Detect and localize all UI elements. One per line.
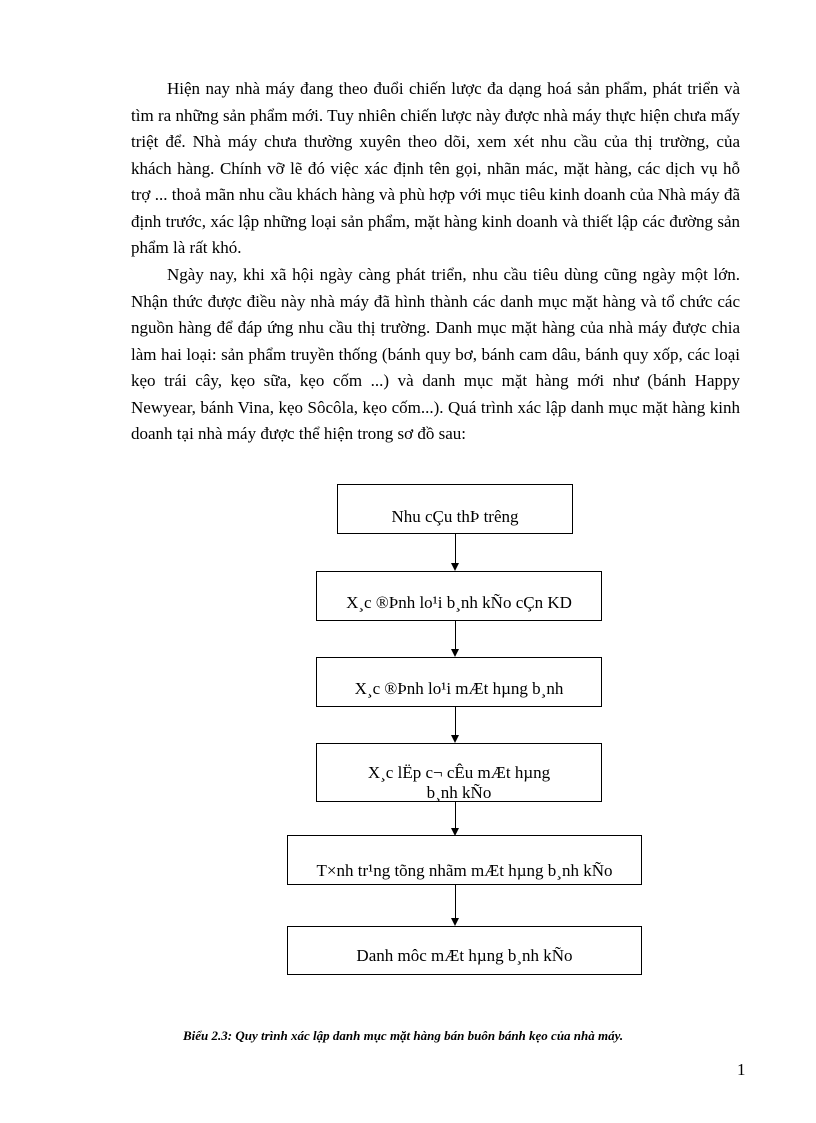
flow-connector: [455, 707, 456, 736]
flow-step-label: X¸c ®Þnh lo¹i mÆt hµng b¸nh: [354, 679, 564, 698]
arrow-down-icon: [451, 563, 459, 571]
body-paragraph: Ngày nay, khi xã hội ngày càng phát triển, nhu cầu tiêu dùng cũng ngày một lớn. Nhận thức được điều này nhà máy đã hình thành các danh mục mặt hàng và tổ chức các nguồn hàng để đáp ứng nhu cầu thị trường. Danh mục mặt hàng của nhà máy được chia làm hai loại: sản phẩm truyền thống (bánh quy bơ, bánh cam dâu, bánh quy xốp, các loại kẹo trái cây, kẹo sữa, kẹo cốm ...) và danh mục mặt hàng mới như (bánh Happy Newyear, bánh Vina, kẹo Sôcôla, kẹo cốm...). Quá trình xác lập danh mục mặt hàng kinh doanh tại nhà máy được thể hiện trong sơ đồ sau:: [131, 265, 740, 443]
flow-connector: [455, 621, 456, 650]
arrow-down-icon: [451, 918, 459, 926]
flow-step-product-structure: [316, 743, 602, 802]
arrow-down-icon: [451, 649, 459, 657]
flow-connector: [455, 885, 456, 919]
flow-step-product-group-status: [287, 835, 642, 885]
body-paragraph: Hiện nay nhà máy đang theo đuổi chiến lược đa dạng hoá sản phẩm, phát triển và tìm ra những sản phẩm mới. Tuy nhiên chiến lược này được nhà máy thực hiện chưa mấy triệt để. Nhà máy chưa thường xuyên theo dõi, xem xét nhu cầu của thị trường, của khách hàng. Chính vỡ lẽ đó việc xác định tên gọi, nhãn mác, mặt hàng, các dịch vụ hỗ trợ ... thoả mãn nhu cầu khách hàng và phù hợp với mục tiêu kinh doanh của Nhà máy đã định trước, xác lập những loại sản phẩm, mặt hàng kinh doanh và thiết lập các đường sản phẩm là rất khó.: [131, 79, 740, 257]
flow-connector: [455, 534, 456, 564]
flow-step-market-demand: [337, 484, 573, 534]
flow-step-label: X¸c lËp c¬ cÊu mÆt hµng b¸nh kÑo: [367, 763, 551, 802]
flow-step-define-candy-types: [316, 571, 602, 621]
flow-step-label: Danh môc mÆt hµng b¸nh kÑo: [356, 946, 573, 965]
flow-step-label: Nhu cÇu thÞ trêng: [391, 507, 519, 526]
flow-step-label: T×nh tr¹ng tõng nhãm mÆt hµng b¸nh kÑo: [316, 861, 613, 880]
flow-step-label: X¸c ®Þnh lo¹i b¸nh kÑo cÇn KD: [346, 593, 572, 612]
arrow-down-icon: [451, 735, 459, 743]
page-number: 1: [737, 1060, 746, 1079]
flow-step-define-product-types: [316, 657, 602, 707]
figure-caption: Biểu 2.3: Quy trình xác lập danh mục mặt hàng bán buôn bánh kẹo của nhà máy.: [183, 1028, 624, 1043]
flow-step-product-catalog: [287, 926, 642, 975]
flow-connector: [455, 802, 456, 829]
